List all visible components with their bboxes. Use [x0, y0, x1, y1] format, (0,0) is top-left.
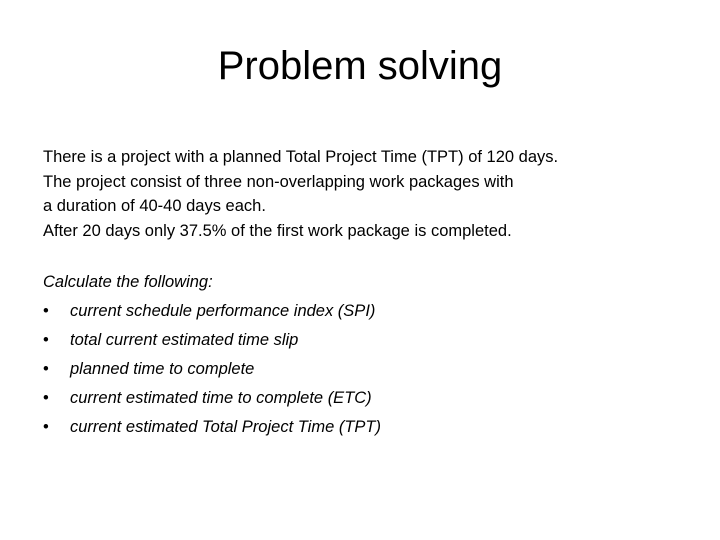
- task-item-spi: [43, 297, 683, 326]
- bullet-icon: •: [43, 418, 49, 436]
- task-heading: Calculate the following:: [43, 273, 213, 291]
- task-item-tpt: [43, 413, 683, 442]
- statement-line: The project consist of three non-overlapping work packages with: [43, 172, 514, 191]
- task-item-label: current schedule performance index (SPI): [70, 302, 376, 320]
- task-section: [43, 268, 683, 442]
- problem-statement: [43, 145, 683, 243]
- statement-line: After 20 days only 37.5% of the first work package is completed.: [43, 221, 512, 240]
- task-item-planned-time: [43, 355, 683, 384]
- bullet-icon: •: [43, 302, 49, 320]
- bullet-icon: •: [43, 389, 49, 407]
- bullet-icon: •: [43, 360, 49, 378]
- task-item-time-slip: [43, 326, 683, 355]
- task-item-etc: [43, 384, 683, 413]
- task-item-label: planned time to complete: [70, 360, 255, 378]
- bullet-icon: •: [43, 331, 49, 349]
- statement-line: There is a project with a planned Total Project Time (TPT) of 120 days.: [43, 148, 559, 166]
- task-item-label: current estimated time to complete (ETC): [70, 389, 372, 407]
- task-item-label: total current estimated time slip: [70, 331, 299, 349]
- statement-line: a duration of 40-40 days each.: [43, 197, 266, 215]
- task-item-label: current estimated Total Project Time (TPT): [70, 418, 382, 436]
- task-list: [43, 297, 683, 442]
- slide-title: Problem solving: [217, 44, 503, 88]
